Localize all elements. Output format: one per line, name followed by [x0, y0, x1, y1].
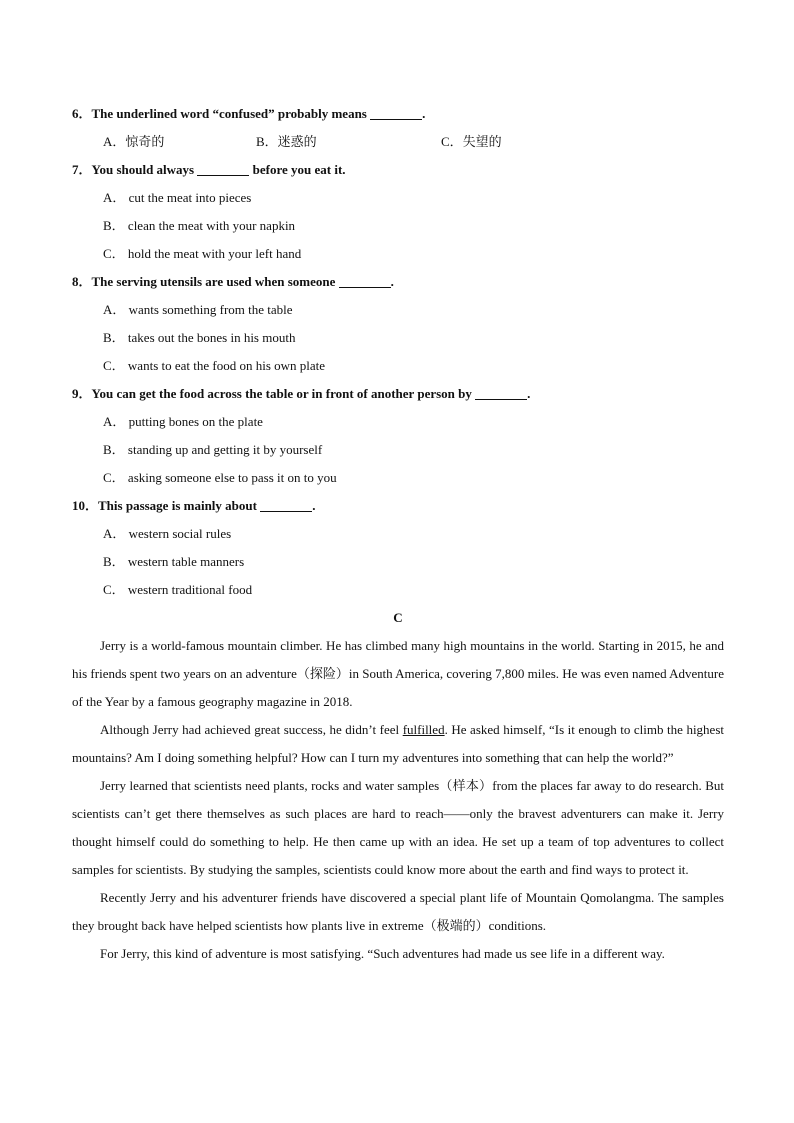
question-stem: The underlined word “confused” probably means — [91, 106, 371, 121]
passage-paragraph-4: Recently Jerry and his adventurer friends have discovered a special plant life of Mountain Qomolangma. The samples they brought back have helped scientists how plants live in extreme（极端的）conditions. — [72, 890, 724, 933]
option-a: A． wants something from the table — [103, 302, 293, 317]
section-heading: C — [393, 610, 403, 625]
option-c: C． wants to eat the food on his own plate — [103, 358, 326, 373]
question-10 — [72, 492, 724, 520]
answer-blank — [260, 497, 312, 512]
question-stem: You can get the food across the table or in front of another person by — [91, 386, 476, 401]
question-6-options — [72, 128, 724, 156]
option-c: C． asking someone else to pass it on to you — [103, 470, 337, 485]
question-stem-end: . — [312, 498, 316, 513]
option-c: C． hold the meat with your left hand — [103, 246, 302, 261]
question-number: 6． — [72, 106, 92, 121]
answer-blank — [339, 273, 391, 288]
option-a: A． western social rules — [103, 526, 232, 541]
passage-paragraph-2 — [72, 716, 724, 772]
option-b: B． standing up and getting it by yourself — [103, 442, 323, 457]
paragraph-text: . He asked himself, “Is it enough to climb the highest mountains? Am I doing something helpful? How can I turn my adventures into something that can help the world?” — [72, 722, 724, 765]
answer-blank — [370, 105, 422, 120]
question-stem: This passage is mainly about — [98, 498, 261, 513]
option-a: A．惊奇的 — [103, 134, 165, 149]
option-c: C．失望的 — [441, 134, 502, 149]
question-stem-end: . — [527, 386, 531, 401]
question-number: 10． — [72, 498, 99, 513]
question-6 — [72, 100, 724, 128]
document-page — [72, 100, 724, 968]
option-b: B． clean the meat with your napkin — [103, 218, 296, 233]
passage-paragraph-5: For Jerry, this kind of adventure is most satisfying. “Such adventures had made us see life in a different way. — [100, 946, 665, 961]
option-b: B． western table manners — [103, 554, 245, 569]
question-stem-end: before you eat it. — [249, 162, 346, 177]
question-number: 7． — [72, 162, 92, 177]
passage-paragraph-1: Jerry is a world-famous mountain climber. He has climbed many high mountains in the world. Starting in 2015, he and his friends spent two years on an adventure（探险）in South America, covering 7,800 miles. He was even named Adventure of the Year by a famous geography magazine in 2018. — [72, 638, 725, 709]
option-a: A． cut the meat into pieces — [103, 190, 252, 205]
question-stem-end: . — [422, 106, 426, 121]
option-b: B． takes out the bones in his mouth — [103, 330, 296, 345]
question-8 — [72, 268, 724, 296]
paragraph-text: Although Jerry had achieved great success, he didn’t feel — [100, 722, 403, 737]
question-stem: You should always — [91, 162, 198, 177]
answer-blank — [475, 385, 527, 400]
question-9 — [72, 380, 724, 408]
question-number: 8． — [72, 274, 92, 289]
option-b: B．迷惑的 — [256, 134, 317, 149]
underlined-word: fulfilled — [402, 722, 445, 737]
option-a: A． putting bones on the plate — [103, 414, 263, 429]
passage-paragraph-3: Jerry learned that scientists need plants, rocks and water samples（样本）from the places far away to do research. But scientists can’t get there themselves as such places are hard to reach——only the bravest adventurers can make it. Jerry thought himself could do something to help. He then came up with an idea. He set up a team of top adventures to collect samples for scientists. By studying the samples, scientists could know more about the earth and find ways to protect it. — [72, 778, 724, 877]
answer-blank — [197, 161, 249, 176]
option-c: C． western traditional food — [103, 582, 253, 597]
question-7 — [72, 156, 724, 184]
question-number: 9． — [72, 386, 92, 401]
question-stem: The serving utensils are used when someone — [91, 274, 339, 289]
question-stem-end: . — [390, 274, 394, 289]
